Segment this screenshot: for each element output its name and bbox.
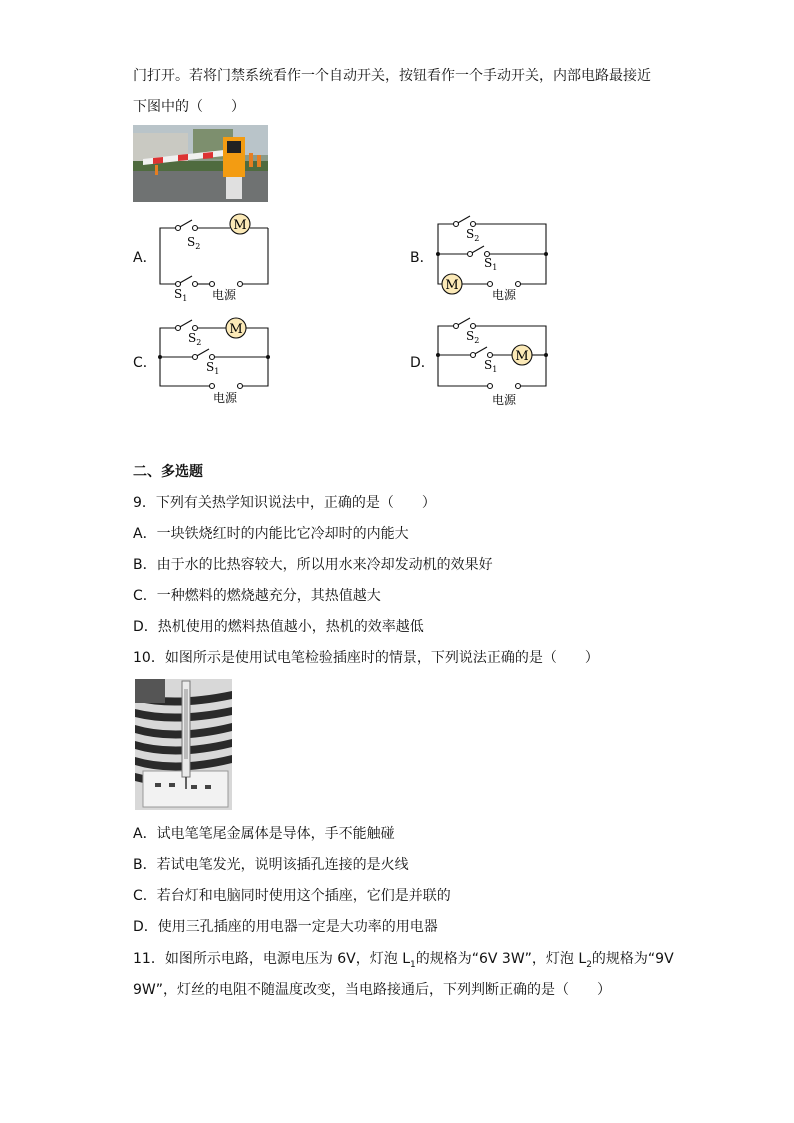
q8-stem-line2: 下图中的（ ）	[133, 99, 245, 115]
power-source-label: 电源	[213, 391, 238, 405]
q9-stem: 9．下列有关热学知识说法中，正确的是（ ）	[133, 495, 436, 511]
q8-option-b-circuit[interactable]	[428, 210, 558, 305]
q10-option-a[interactable]: A．试电笔笔尾金属体是导体，手不能触碰	[133, 826, 395, 842]
q10-option-c[interactable]: C．若台灯和电脑同时使用这个插座，它们是并联的	[133, 888, 451, 904]
svg-text:M: M	[515, 349, 529, 364]
q8-option-c-circuit[interactable]	[150, 312, 280, 412]
q10-stem: 10．如图所示是使用试电笔检验插座时的情景，下列说法正确的是（ ）	[133, 650, 599, 666]
switch-s1-label: $S_1$	[484, 256, 498, 272]
q8-stem-line1: 门打开。若将门禁系统看作一个自动开关，按钮看作一个手动开关，内部电路最接近	[133, 68, 651, 84]
q11-stem-line2: 9W”，灯丝的电阻不随温度改变，当电路接通后，下列判断正确的是（ ）	[133, 982, 612, 998]
motor-icon	[442, 274, 462, 294]
power-source-label: 电源	[492, 288, 517, 302]
switch-s2-label: $S_2$	[466, 329, 480, 345]
switch-s1-label: $S_1$	[174, 287, 188, 303]
power-source-label: 电源	[492, 393, 517, 407]
q8-option-a-label[interactable]: A．	[133, 250, 157, 266]
q9-option-d[interactable]: D．热机使用的燃料热值越小，热机的效率越低	[133, 619, 424, 635]
power-source-label: 电源	[212, 288, 237, 302]
switch-s2-label: $S_2$	[188, 331, 202, 347]
q9-option-a[interactable]: A．一块铁烧红时的内能比它冷却时的内能大	[133, 526, 409, 542]
test-pen-socket-photo	[135, 679, 232, 810]
q8-option-b-label[interactable]: B．	[410, 250, 434, 266]
svg-text:M: M	[445, 278, 459, 293]
motor-icon	[230, 214, 250, 234]
q10-option-d[interactable]: D．使用三孔插座的用电器一定是大功率的用电器	[133, 919, 438, 935]
svg-text:M: M	[233, 218, 247, 233]
switch-s2-label: $S_2$	[187, 235, 201, 251]
svg-text:M: M	[229, 322, 243, 337]
q9-option-c[interactable]: C．一种燃料的燃烧越充分，其热值越大	[133, 588, 381, 604]
q8-option-a-circuit[interactable]	[150, 210, 280, 305]
motor-icon	[226, 318, 246, 338]
switch-s2-label: $S_2$	[466, 227, 480, 243]
q9-option-b[interactable]: B．由于水的比热容较大，所以用水来冷却发动机的效果好	[133, 557, 493, 573]
q8-option-d-circuit[interactable]	[428, 312, 558, 412]
switch-s1-label: $S_1$	[484, 358, 498, 374]
q10-option-b[interactable]: B．若试电笔发光，说明该插孔连接的是火线	[133, 857, 409, 873]
gate-barrier-photo	[133, 125, 268, 202]
q8-option-c-label[interactable]: C．	[133, 355, 157, 371]
motor-icon	[512, 345, 532, 365]
section-title: 二、多选题	[133, 464, 203, 480]
q8-option-d-label[interactable]: D．	[410, 355, 435, 371]
q11-stem-line1: 11．如图所示电路，电源电压为 6V，灯泡 $L_1$的规格为“6V 3W”，灯泡 $L_2$的规格为“9V	[133, 951, 674, 970]
switch-s1-label: $S_1$	[206, 360, 220, 376]
